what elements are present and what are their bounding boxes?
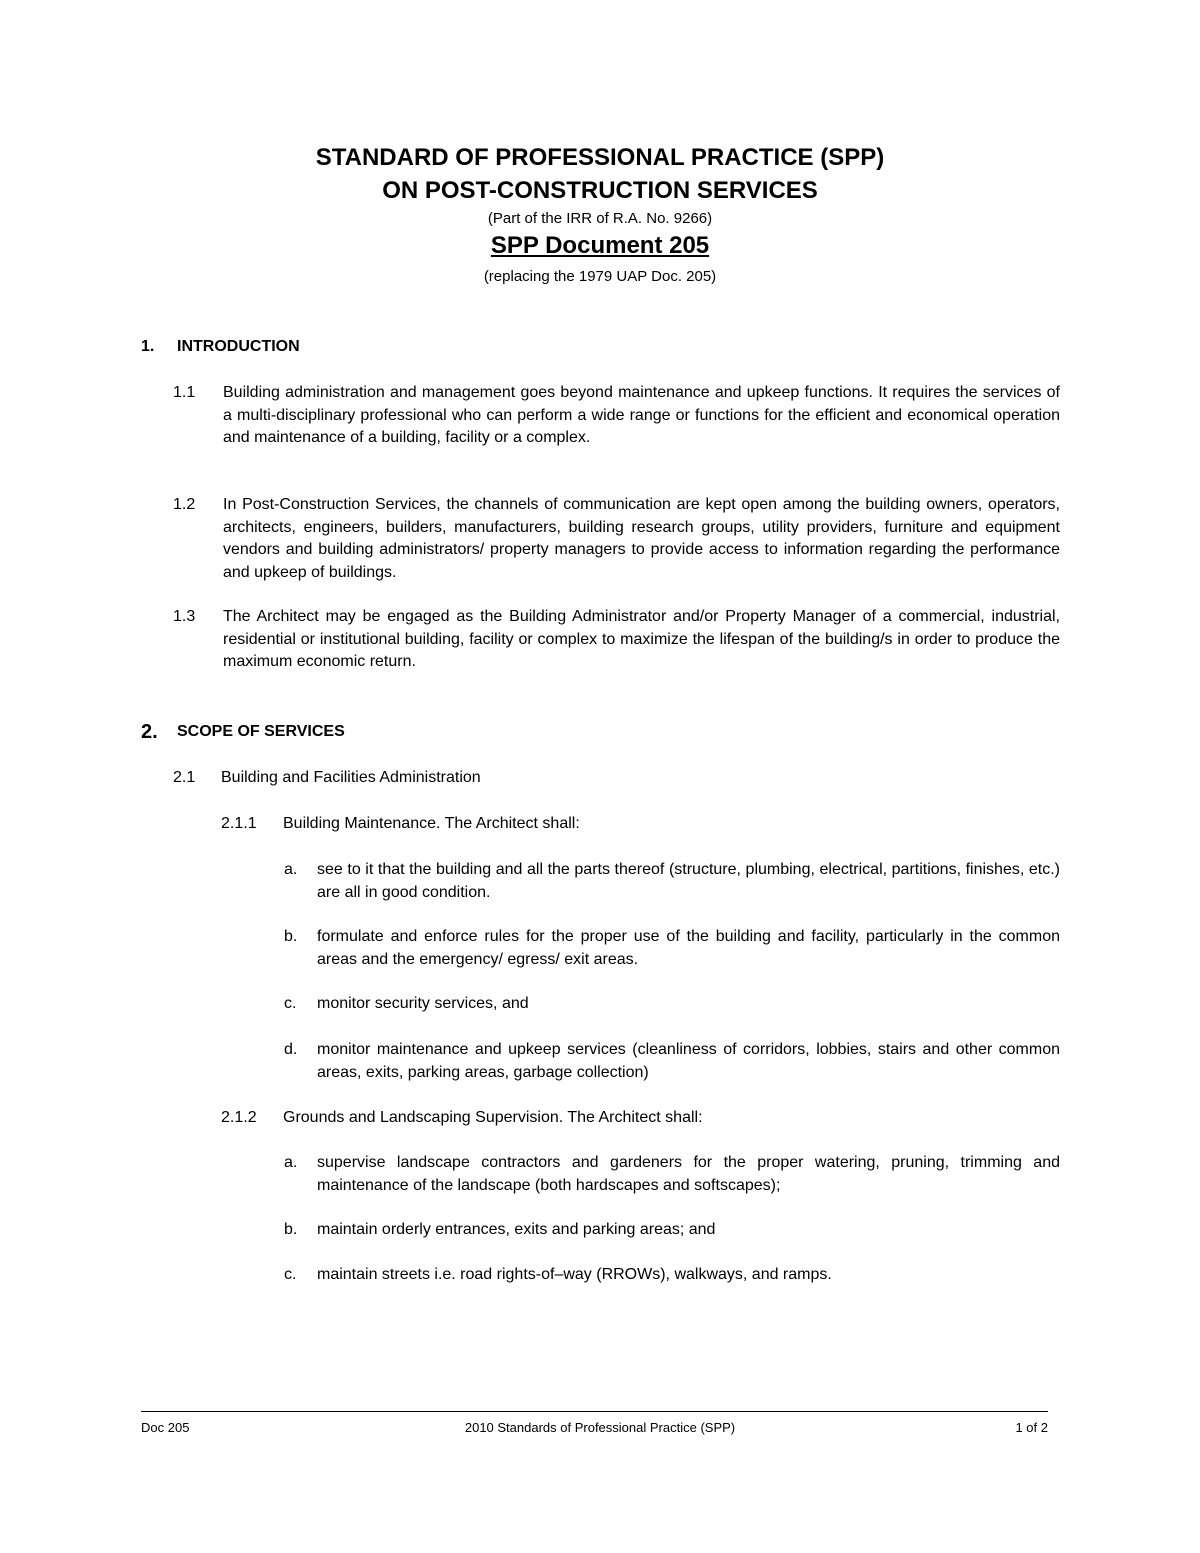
subsection-number: 2.1.2	[221, 1109, 257, 1126]
list-item-text: formulate and enforce rules for the proper use of the building and facility, particularly in the common areas and the emergency/ egress/ exit areas.	[317, 928, 1060, 968]
list-item-text: monitor maintenance and upkeep services (cleanliness of corridors, lobbies, stairs and other common areas, exits, parking areas, garbage collection)	[317, 1041, 1060, 1081]
list-item	[284, 926, 1060, 971]
subsection-title: Building Maintenance. The Architect shall:	[283, 815, 580, 832]
paragraph-1-2	[173, 494, 1060, 584]
section-number: 2.	[141, 721, 158, 743]
document-number: SPP Document 205	[490, 232, 710, 259]
list-item	[284, 1219, 1060, 1242]
list-item-letter: b.	[284, 1221, 298, 1238]
list-item	[284, 1264, 1060, 1287]
paragraph-text: Building administration and management goes beyond maintenance and upkeep functions. It requires the services of a multi-disciplinary professional who can perform a wide range or functions for the efficient and economical operation and maintenance of a building, facility or a complex.	[223, 384, 1060, 446]
footer-divider	[141, 1411, 1048, 1412]
subsection-number: 2.1.1	[221, 815, 257, 832]
subsection-2-1-1	[221, 813, 580, 836]
subsection-number: 2.1	[173, 769, 196, 786]
section-title: INTRODUCTION	[177, 338, 300, 355]
list-item-text: see to it that the building and all the parts thereof (structure, plumbing, electrical, partitions, finishes, etc.) are all in good condition.	[317, 861, 1060, 901]
subsection-2-1-2	[221, 1107, 703, 1130]
document-replacing-note: (replacing the 1979 UAP Doc. 205)	[483, 268, 717, 285]
subsection-title: Building and Facilities Administration	[221, 769, 481, 786]
footer-standard-title: 2010 Standards of Professional Practice (SPP)	[464, 1420, 736, 1435]
section-heading-introduction	[141, 336, 300, 358]
list-item-text: supervise landscape contractors and gardeners for the proper watering, pruning, trimming and maintenance of the landscape (both hardscapes and softscapes);	[317, 1154, 1060, 1194]
section-number: 1.	[141, 338, 155, 355]
list-item-letter: a.	[284, 861, 298, 878]
footer-doc-label: Doc 205	[141, 1420, 190, 1435]
list-item-letter: d.	[284, 1041, 298, 1058]
paragraph-1-1	[173, 382, 1060, 450]
list-item	[284, 859, 1060, 904]
list-item-letter: c.	[284, 1266, 297, 1283]
list-item-letter: b.	[284, 928, 298, 945]
list-item-text: monitor security services, and	[317, 995, 529, 1012]
paragraph-text: In Post-Construction Services, the channels of communication are kept open among the building owners, operators, architects, engineers, builders, manufacturers, building research groups, utility providers, furniture and equipment vendors and building administrators/ property managers to provide access to information regarding the performance and upkeep of buildings.	[223, 496, 1060, 581]
list-item-text: maintain orderly entrances, exits and parking areas; and	[317, 1221, 716, 1238]
paragraph-number: 1.3	[173, 608, 196, 625]
paragraph-number: 1.2	[173, 496, 196, 513]
paragraph-number: 1.1	[173, 384, 196, 401]
section-title: SCOPE OF SERVICES	[177, 723, 345, 740]
section-heading-scope	[141, 721, 345, 743]
list-item	[284, 1039, 1060, 1084]
subsection-title: Grounds and Landscaping Supervision. The Architect shall:	[283, 1109, 703, 1126]
subsection-2-1	[173, 767, 481, 790]
list-item-letter: c.	[284, 995, 297, 1012]
document-subtitle: (Part of the IRR of R.A. No. 9266)	[487, 210, 713, 227]
list-item-text: maintain streets i.e. road rights-of–way (RROWs), walkways, and ramps.	[317, 1266, 832, 1283]
list-item	[284, 993, 1060, 1016]
footer-page-number: 1 of 2	[1015, 1420, 1048, 1435]
document-title-line2: ON POST-CONSTRUCTION SERVICES	[382, 177, 818, 204]
paragraph-text: The Architect may be engaged as the Building Administrator and/or Property Manager of a commercial, industrial, residential or institutional building, facility or complex to maximize the lifespan of the building/s in order to produce the maximum economic return.	[223, 608, 1060, 670]
paragraph-1-3	[173, 606, 1060, 674]
document-title-line1: STANDARD OF PROFESSIONAL PRACTICE (SPP)	[315, 144, 885, 171]
list-item-letter: a.	[284, 1154, 298, 1171]
list-item	[284, 1152, 1060, 1197]
